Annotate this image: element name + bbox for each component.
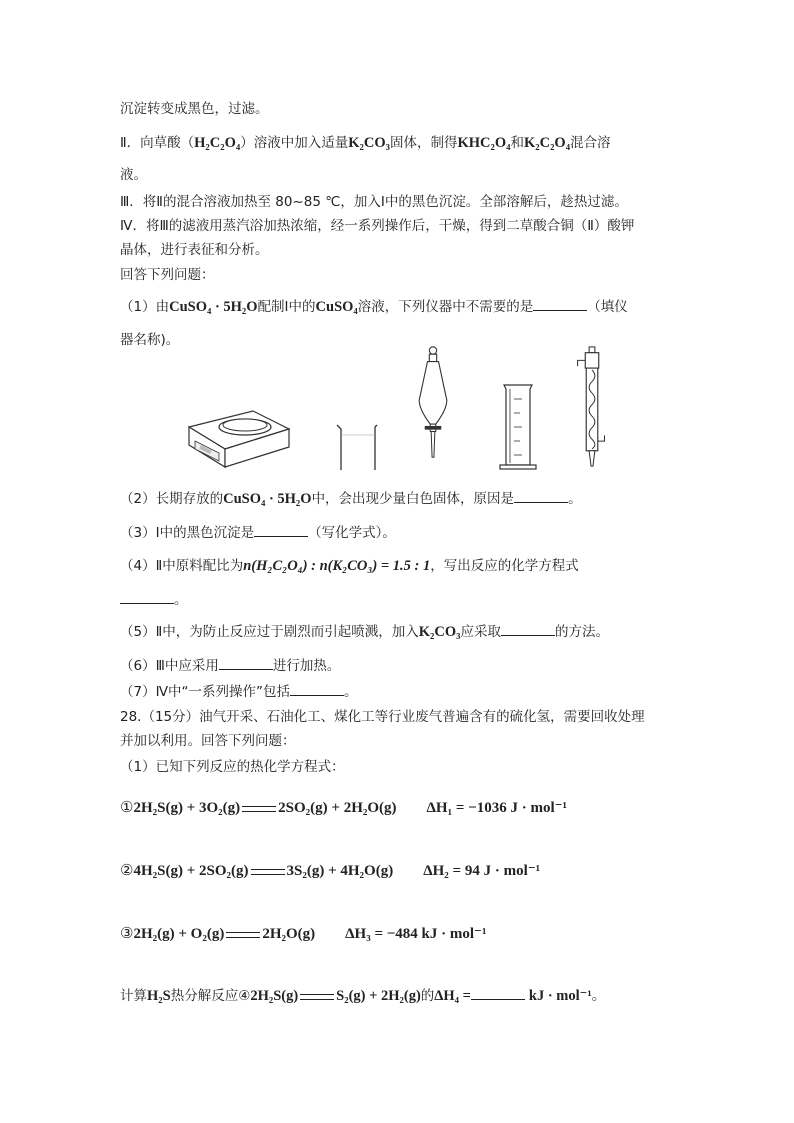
separatory-funnel-icon: [414, 355, 452, 460]
answer-blank[interactable]: [120, 590, 174, 604]
question-7: （7）Ⅳ中“一系列操作”包括 。: [120, 684, 358, 700]
text-line-1: 沉淀转变成黑色，过滤。: [120, 101, 269, 117]
problem-28-line-2: 并加以利用。回答下列问题：: [120, 733, 296, 749]
question-2: （2）长期存放的CuSO₄ · 5H₂O中，会出现少量白色固体，原因是 。: [120, 491, 582, 507]
calculation-question: 计算H₂S热分解反应④2H₂S(g) S₂(g) + 2H₂(g)的ΔH₄ = kJ · mol⁻¹。: [120, 988, 607, 1004]
equation-2: ②4H₂S(g) + 2SO₂(g) 3S₂(g) + 4H₂O(g) ΔH₂ = 94 J · mol⁻¹: [120, 863, 541, 879]
text-line-3: 液。: [120, 167, 147, 183]
question-4: （4）Ⅱ中原料配比为n(H₂C₂O₄) : n(K₂CO₃) = 1.5 : 1，写出反应的化学方程式: [120, 558, 579, 574]
problem-28-question-1: （1）已知下列反应的热化学方程式：: [120, 759, 345, 775]
equation-1: ①2H₂S(g) + 3O₂(g) 2SO₂(g) + 2H₂O(g) ΔH₁ = −1036 J · mol⁻¹: [120, 800, 568, 816]
text-line-4: Ⅲ．将Ⅱ的混合溶液加热至 80~85 ℃，加入Ⅰ中的黑色沉淀。全部溶解后，趁热过滤。: [120, 194, 628, 210]
text-line-2: Ⅱ．向草酸（H₂C₂O₄）溶液中加入适量K₂CO₃固体，制得KHC₂O₄和K₂C₂O₄混合溶: [120, 135, 611, 151]
beaker-icon: [335, 355, 381, 470]
answer-blank[interactable]: [533, 297, 587, 311]
answer-blank[interactable]: [254, 523, 308, 537]
answer-blank[interactable]: [290, 682, 344, 696]
text-line-7: 回答下列问题：: [120, 267, 215, 283]
question-1-cont: 器名称)。: [120, 332, 180, 348]
graduated-cylinder-icon: [498, 355, 538, 470]
text-line-5: Ⅳ．将Ⅲ的滤液用蒸汽浴加热浓缩，经一系列操作后，干燥，得到二草酸合铜（Ⅱ）酸钾: [120, 218, 635, 234]
question-3: （3）Ⅰ中的黑色沉淀是 （写化学式）。: [120, 525, 396, 541]
electronic-balance-icon: [185, 355, 293, 470]
question-1: （1）由CuSO₄ · 5H₂O配制Ⅰ中的CuSO₄溶液，下列仪器中不需要的是 （填仪: [120, 299, 628, 315]
answer-blank[interactable]: [471, 986, 525, 1000]
answer-blank[interactable]: [514, 489, 568, 503]
answer-blank[interactable]: [501, 622, 555, 636]
text-line-6: 晶体，进行表征和分析。: [120, 242, 269, 258]
equation-3: ③2H₂(g) + O₂(g) 2H₂O(g) ΔH₃ = −484 kJ · mol⁻¹: [120, 926, 487, 942]
question-5: （5）Ⅱ中，为防止反应过于剧烈而引起喷溅，加入K₂CO₃应采取 的方法。: [120, 624, 609, 640]
question-6: （6）Ⅲ中应采用 进行加热。: [120, 658, 341, 674]
question-4-cont: 。: [120, 590, 188, 610]
condenser-icon: [574, 355, 610, 470]
answer-blank[interactable]: [219, 656, 273, 670]
problem-28-line-1: 28.（15分）油气开采、石油化工、煤化工等行业废气普遍含有的硫化氢，需要回收处理: [120, 709, 645, 725]
